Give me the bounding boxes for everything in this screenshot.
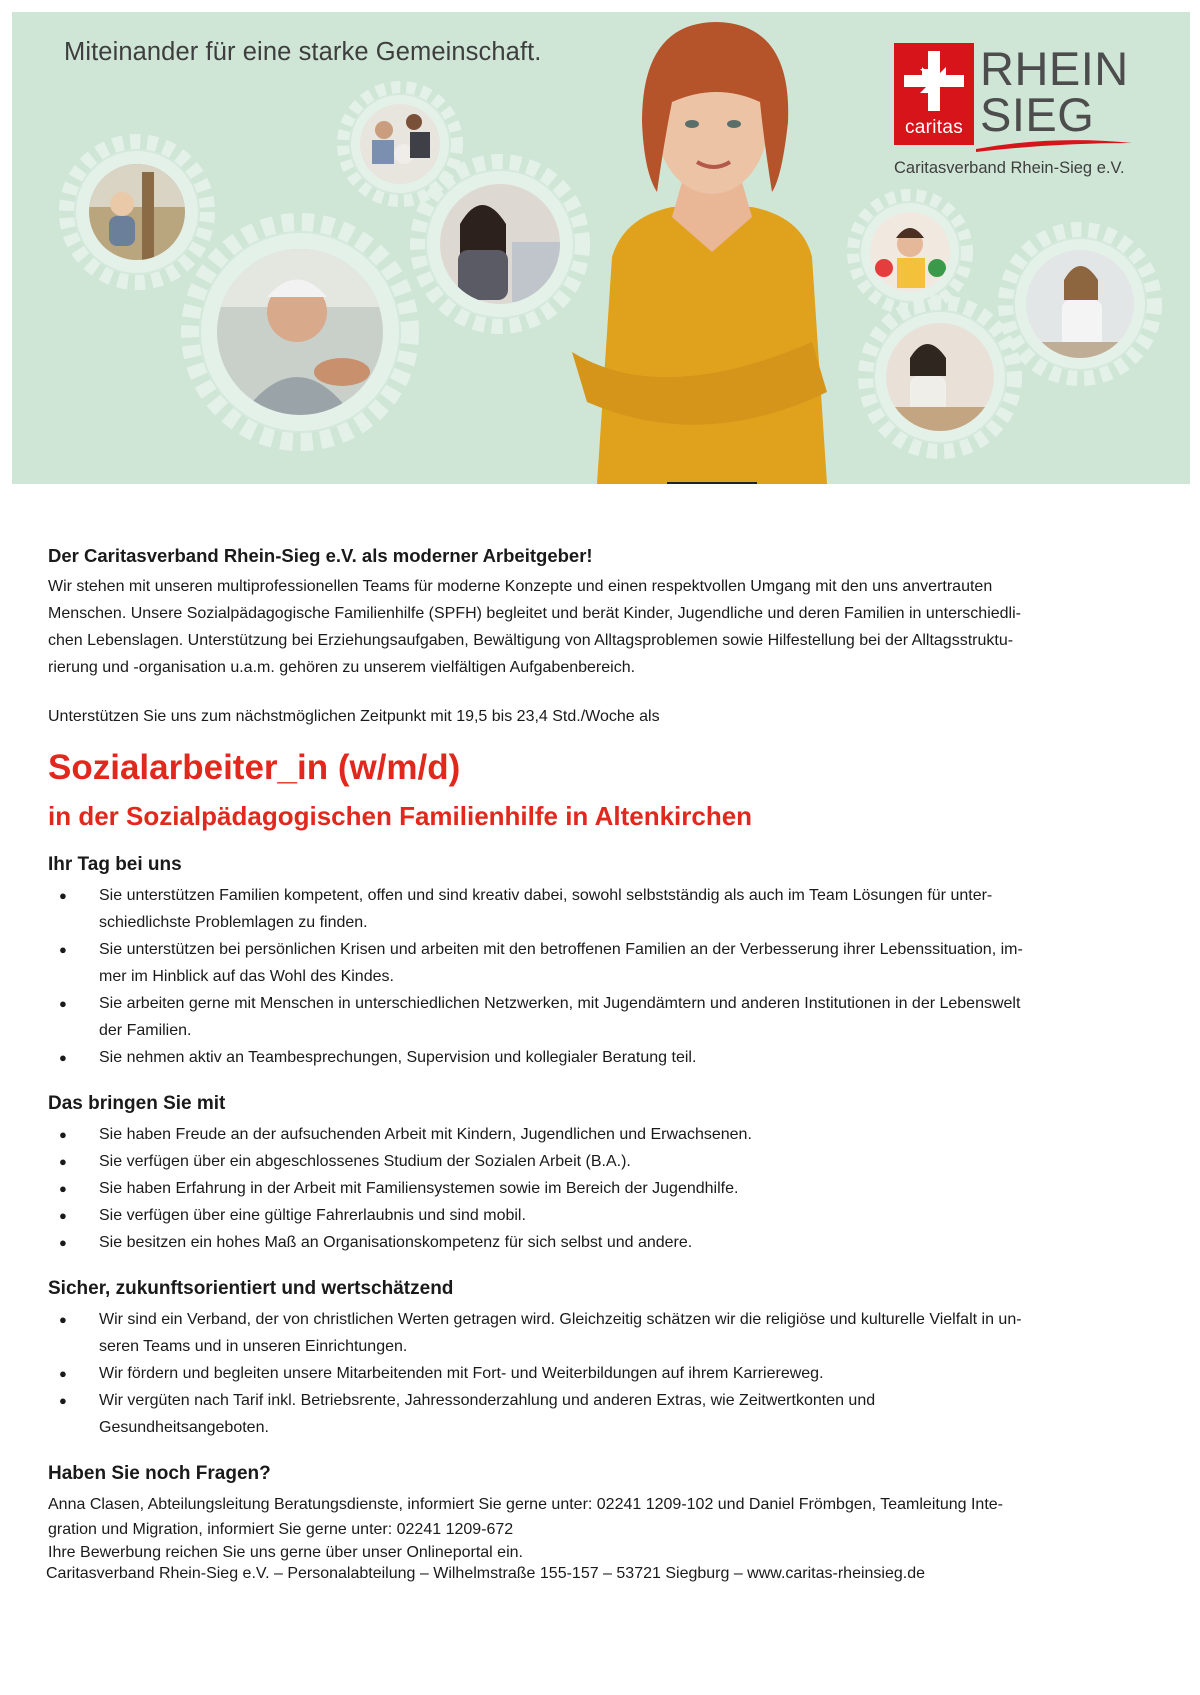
tasks-list [48,882,1148,1071]
list-item-line: der Familien. [99,1022,192,1039]
bullet-icon: ● [59,942,67,957]
bullet-icon: ● [59,1127,67,1142]
intro-line: Menschen. Unsere Sozialpädagogische Familienhilfe (SPFH) begleitet und berät Kinder, Jugendliche und deren Familien in unterschiedli- [48,605,1021,622]
intro-line: Wir stehen mit unseren multiprofessionellen Teams für moderne Konzepte und einen respektvollen Umgang mit den uns anvertrauten [48,578,993,595]
list-item [48,1044,1148,1071]
list-item-line: Sie verfügen über ein abgeschlossenes Studium der Sozialen Arbeit (B.A.). [99,1153,631,1170]
benefits-list [48,1306,1148,1441]
list-item [48,1175,1148,1202]
contact-paragraph [48,1491,1148,1542]
logo-word-sieg: SIEG [980,88,1095,141]
section-title-tasks: Ihr Tag bei uns [48,854,182,875]
contact-line: gration und Migration, informiert Sie gerne unter: 02241 1209-672 [48,1521,514,1538]
apply-note: Ihre Bewerbung reichen Sie uns gerne über unser Onlineportal ein. [48,1544,523,1561]
bullet-icon: ● [59,888,67,903]
intro-lead: Unterstützen Sie uns zum nächstmöglichen Zeitpunkt mit 19,5 bis 23,4 Std./Woche als [48,708,660,725]
intro-line: chen Lebenslagen. Unterstützung bei Erziehungsaufgaben, Bewältigung von Alltagsproblemen sowie Hilfestellung bei der Alltagsstruktu- [48,632,1014,649]
bullet-icon: ● [59,1208,67,1223]
list-item-line: Wir sind ein Verband, der von christlichen Werten getragen wird. Gleichzeitig schätzen wir die religiöse und kulturelle Vielfalt in un- [99,1311,1022,1328]
caritas-logo [894,43,1164,183]
list-item [48,882,1148,936]
bullet-icon: ● [59,1312,67,1327]
intro-paragraph [48,573,1148,681]
requirements-list [48,1121,1148,1256]
job-title: Sozialarbeiter_in (w/m/d) [48,748,461,787]
list-item-line: Sie verfügen über eine gültige Fahrerlaubnis und sind mobil. [99,1207,526,1224]
list-item [48,1202,1148,1229]
job-posting-content [48,545,1148,1584]
list-item-line: Wir vergüten nach Tarif inkl. Betriebsrente, Jahressonderzahlung und anderen Extras, wie Zeitwertkonten und [99,1392,876,1409]
footer-address: Caritasverband Rhein-Sieg e.V. – Personalabteilung – Wilhelmstraße 155-157 – 53721 Siegburg – www.caritas-rheinsieg.de [46,1565,926,1582]
section-title-requirements: Das bringen Sie mit [48,1093,226,1114]
list-item-line: Sie unterstützen bei persönlichen Krisen und arbeiten mit den betroffenen Familien an der Verbesserung ihrer Lebenssituation, im- [99,941,1023,958]
list-item-line: Sie nehmen aktiv an Teambesprechungen, Supervision und kollegialer Beratung teil. [99,1049,697,1066]
section-title-benefits: Sicher, zukunftsorientiert und wertschätzend [48,1278,454,1299]
bullet-icon: ● [59,1181,67,1196]
contact-line: Anna Clasen, Abteilungsleitung Beratungsdienste, informiert Sie gerne unter: 02241 1209-102 und Daniel Frömbgen, Teamleitung Inte- [48,1496,1003,1513]
list-item [48,1229,1148,1256]
logo-word-rhein: RHEIN [980,42,1129,95]
bullet-icon: ● [59,996,67,1011]
job-subtitle: in der Sozialpädagogischen Familienhilfe in Altenkirchen [48,801,753,831]
smiling-woman-crossed-arms-photo [572,22,827,484]
list-item-line: Wir fördern und begleiten unsere Mitarbeitenden mit Fort- und Weiterbildungen auf ihrem Karriereweg. [99,1365,824,1382]
list-item [48,1148,1148,1175]
header-banner [12,12,1190,484]
flame-cross-icon [900,47,968,115]
list-item-line: seren Teams und in unseren Einrichtungen. [99,1338,408,1355]
logo-caritas-label: caritas [904,117,964,138]
list-item [48,1387,1148,1441]
list-item [48,1121,1148,1148]
intro-line: rierung und -organisation u.a.m. gehören zu unserem vielfältigen Aufgabenbereich. [48,659,636,676]
list-item-line: Sie haben Freude an der aufsuchenden Arbeit mit Kindern, Jugendlichen und Erwachsenen. [99,1126,752,1143]
bullet-icon: ● [59,1154,67,1169]
list-item [48,990,1148,1044]
intro-heading: Der Caritasverband Rhein-Sieg e.V. als moderner Arbeitgeber! [48,545,593,566]
list-item-line: Sie unterstützen Familien kompetent, offen und sind kreativ dabei, sowohl selbstständig als auch im Team Lösungen für unter- [99,887,993,904]
list-item [48,1360,1148,1387]
logo-swoosh-icon [974,139,1134,153]
logo-subline: Caritasverband Rhein-Sieg e.V. [894,159,1125,177]
bullet-icon: ● [59,1235,67,1250]
list-item [48,936,1148,990]
list-item-line: schiedlichste Problemlagen zu finden. [99,914,368,931]
bullet-icon: ● [59,1050,67,1065]
banner-slogan: Miteinander für eine starke Gemeinschaft. [64,38,542,66]
caritas-logo-box [894,43,974,145]
list-item-line: Sie haben Erfahrung in der Arbeit mit Familiensystemen sowie im Bereich der Jugendhilfe. [99,1180,739,1197]
bullet-icon: ● [59,1366,67,1381]
list-item [48,1306,1148,1360]
section-title-contact: Haben Sie noch Fragen? [48,1463,271,1484]
list-item-line: mer im Hinblick auf das Wohl des Kindes. [99,968,394,985]
bullet-icon: ● [59,1393,67,1408]
list-item-line: Sie besitzen ein hohes Maß an Organisationskompetenz für sich selbst und andere. [99,1234,693,1251]
list-item-line: Sie arbeiten gerne mit Menschen in unterschiedlichen Netzwerken, mit Jugendämtern und anderen Institutionen in der Lebenswelt [99,995,1021,1012]
list-item-line: Gesundheitsangeboten. [99,1419,269,1436]
